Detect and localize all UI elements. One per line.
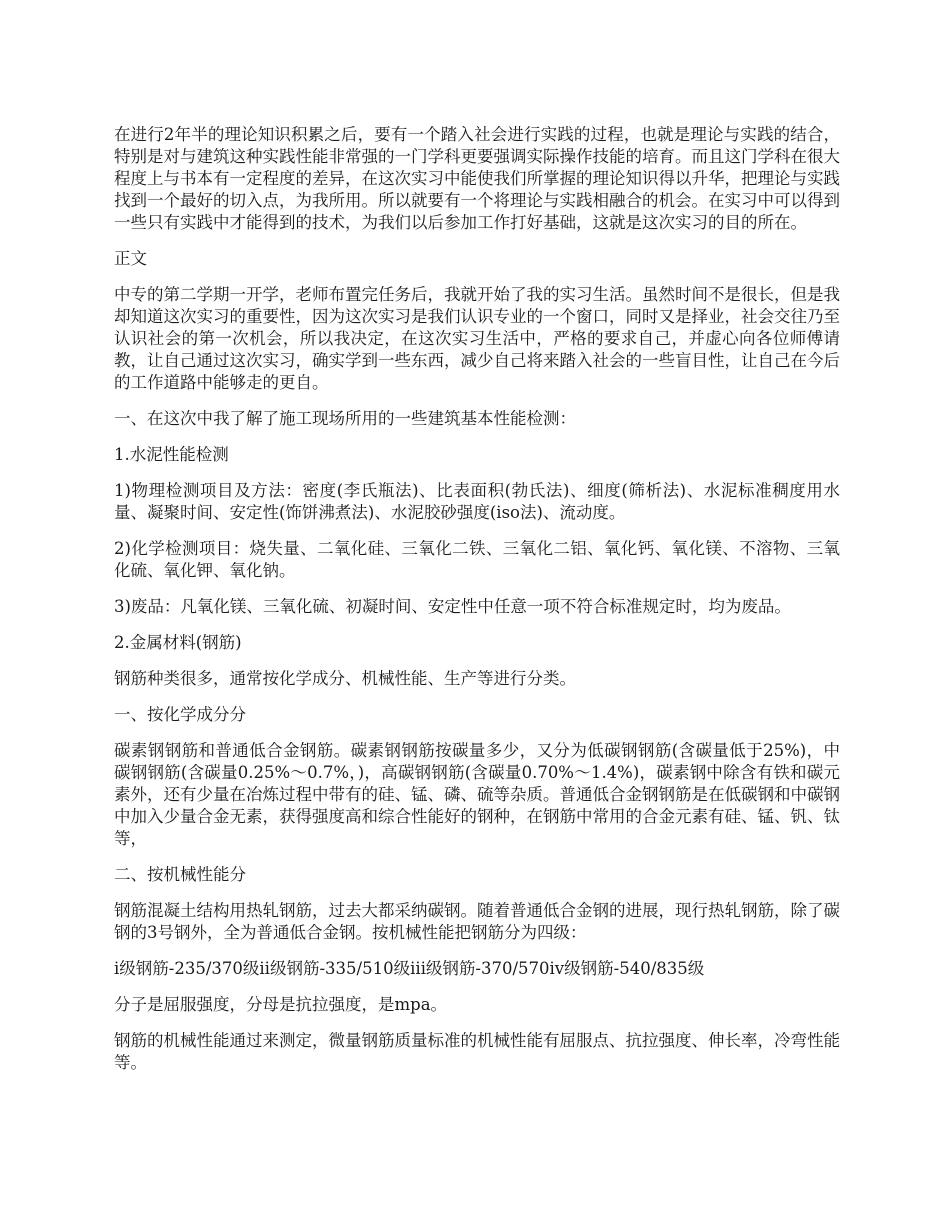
body-paragraph-carbon-steel: 碳素钢钢筋和普通低合金钢筋。碳素钢钢筋按碳量多少，又分为低碳钢钢筋(含碳量低于25%)，中碳钢钢筋(含碳量0.25%～0.7%，)，高碳钢钢筋(含碳量0.70%～1.4%)，碳素钢中除含有铁和碳元素外，还有少量在冶炼过程中带有的硅、锰、磷、硫等杂质。普通低合金钢钢筋是在低碳钢和中碳钢中加入少量合金无素，获得强度高和综合性能好的钢种，在钢筋中常用的合金元素有硅、锰、钒、钛等， xyxy=(114,741,840,848)
document-body xyxy=(114,124,840,1088)
intro-paragraph: 在进行2年半的理论知识积累之后，要有一个踏入社会进行实践的过程，也就是理论与实践的结合，特别是对与建筑这种实践性能非常强的一门学科更要强调实际操作技能的培育。而且这门学科在很大程度上与书本有一定程度的差异，在这次实习中能使我们所掌握的理论知识得以升华，把理论与实践找到一个最好的切入点，为我所用。所以就要有一个将理论与实践相融合的机会。在实习中可以得到一些只有实践中才能得到的技术，为我们以后参加工作打好基础，这就是这次实习的目的所在。 xyxy=(114,125,840,232)
section-heading-main-text: 正文 xyxy=(114,249,147,268)
body-paragraph-internship: 中专的第二学期一开学，老师布置完任务后，我就开始了我的实习生活。虽然时间不是很长，但是我却知道这次实习的重要性，因为这次实习是我们认识专业的一个窗口，同时又是择业，社会交往乃至认识社会的第一次机会，所以我决定，在这次实习生活中，严格的要求自己，并虚心向各位师傅请教，让自己通过这次实习，确实学到一些东西，减少自己将来踏入社会的一些盲目性，让自己在今后的工作道路中能够走的更自。 xyxy=(114,285,840,392)
subheading-cement: 1.水泥性能检测 xyxy=(114,445,229,464)
list-item-physical-tests: 1)物理检测项目及方法：密度(李氏瓶法)、比表面积(勃氏法)、细度(筛析法)、水泥标准稠度用水量、凝聚时间、安定性(饰饼沸煮法)、水泥胶砂强度(iso法)、流动度。 xyxy=(114,481,840,522)
body-paragraph-mechanical-properties: 钢筋的机械性能通过来测定，微量钢筋质量标准的机械性能有屈服点、抗拉强度、伸长率，冷弯性能等。 xyxy=(114,1031,840,1072)
section-heading-chemical: 一、按化学成分分 xyxy=(114,705,246,724)
section-heading-mechanical: 二、按机械性能分 xyxy=(114,865,246,884)
section-heading-testing: 一、在这次中我了解了施工现场所用的一些建筑基本性能检测： xyxy=(114,409,576,428)
steel-grade-line: ⅰ级钢筋-235/370级ⅱ级钢筋-335/510级ⅲ级钢筋-370/570ⅳ级钢筋-540/835级 xyxy=(114,959,705,978)
list-item-chemical-tests: 2)化学检测项目：烧失量、二氧化硅、三氧化二铁、三氧化二铝、氧化钙、氧化镁、不溶物、三氧化硫、氧化钾、氧化钠。 xyxy=(114,539,840,580)
list-item-rejects: 3)废品：凡氧化镁、三氧化硫、初凝时间、安定性中任意一项不符合标准规定时，均为废品。 xyxy=(114,597,791,616)
body-paragraph-steel-types: 钢筋种类很多，通常按化学成分、机械性能、生产等进行分类。 xyxy=(114,669,576,688)
body-paragraph-fraction-note: 分子是屈服强度，分母是抗拉强度，是mpa。 xyxy=(114,995,448,1014)
subheading-steel: 2.金属材料(钢筋) xyxy=(114,633,242,652)
body-paragraph-hot-rolled: 钢筋混凝土结构用热轧钢筋，过去大都采纳碳钢。随着普通低合金钢的进展，现行热轧钢筋，除了碳钢的3号钢外，全为普通低合金钢。按机械性能把钢筋分为四级： xyxy=(114,901,840,942)
